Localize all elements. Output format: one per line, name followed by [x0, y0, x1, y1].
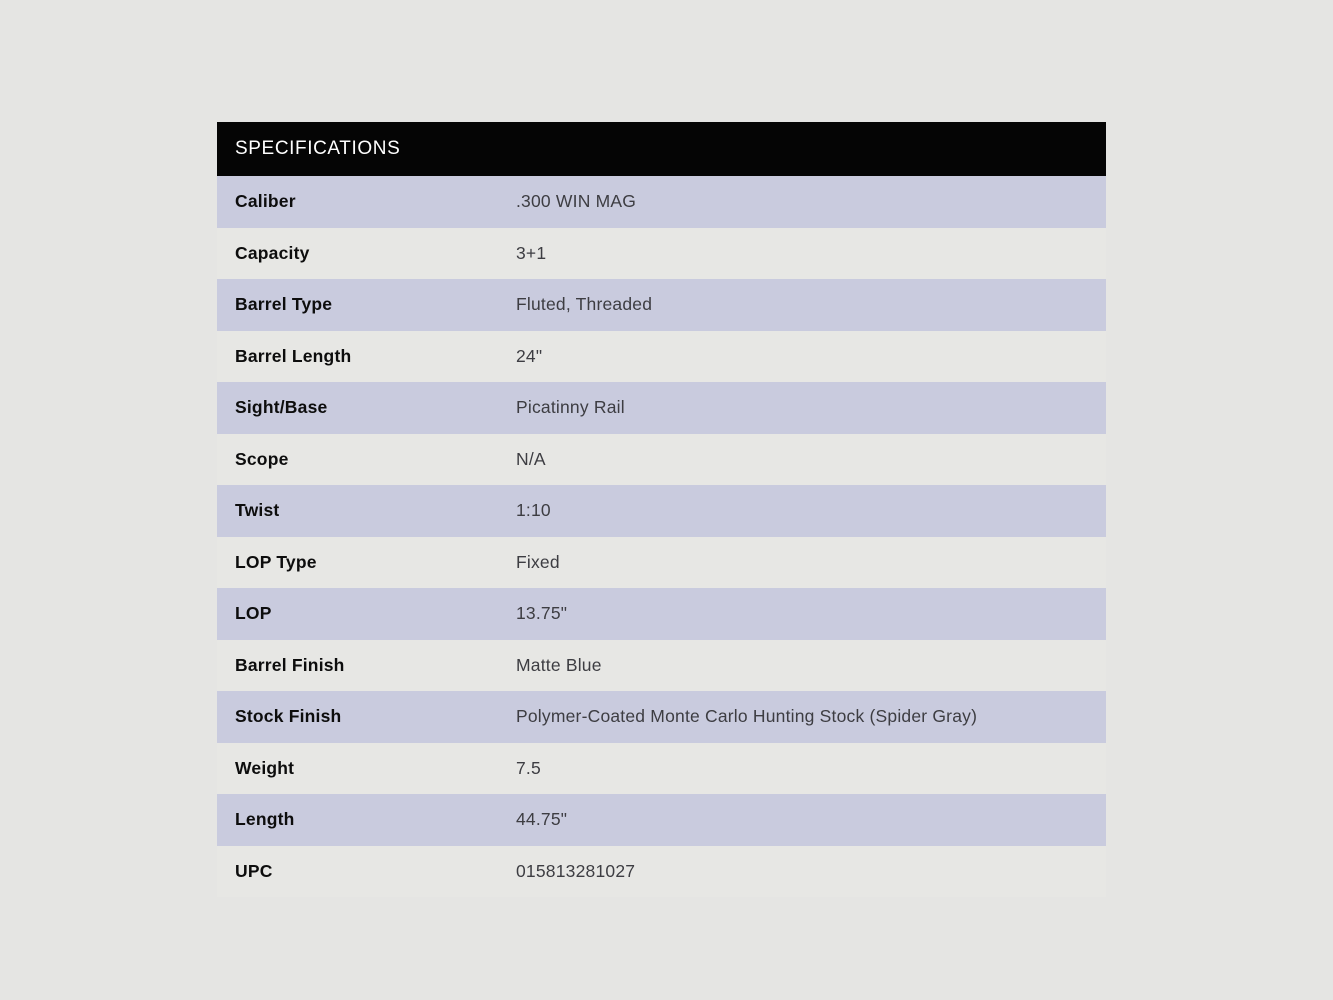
spec-row-weight [217, 743, 1106, 795]
spec-row-upc [217, 846, 1106, 898]
spec-value: 7.5 [516, 757, 541, 778]
spec-label: LOP [235, 603, 272, 624]
spec-row-length [217, 794, 1106, 846]
spec-label: Barrel Finish [235, 654, 345, 675]
spec-row-twist [217, 485, 1106, 537]
spec-value: Picatinny Rail [516, 397, 625, 418]
spec-row-capacity [217, 228, 1106, 280]
spec-label: Barrel Type [235, 294, 333, 315]
spec-value: 3+1 [516, 242, 547, 263]
spec-row-barrel-length [217, 331, 1106, 383]
spec-value: 24" [516, 345, 543, 366]
spec-label: Caliber [235, 191, 296, 212]
spec-label: Barrel Length [235, 345, 352, 366]
spec-table-header [217, 122, 1106, 176]
spec-label: LOP Type [235, 551, 317, 572]
spec-value: Matte Blue [516, 654, 602, 675]
spec-row-scope [217, 434, 1106, 486]
spec-row-barrel-finish [217, 640, 1106, 692]
spec-row-barrel-type [217, 279, 1106, 331]
spec-label: Length [235, 809, 295, 830]
spec-label: UPC [235, 860, 273, 881]
spec-label: Sight/Base [235, 397, 328, 418]
spec-value: .300 WIN MAG [516, 191, 637, 212]
spec-value: 44.75" [516, 809, 568, 830]
spec-row-lop [217, 588, 1106, 640]
spec-value: Fluted, Threaded [516, 294, 653, 315]
spec-row-caliber [217, 176, 1106, 228]
spec-label: Capacity [235, 242, 310, 263]
spec-value: 1:10 [516, 500, 551, 521]
spec-table-title: SPECIFICATIONS [235, 138, 401, 159]
spec-value: 015813281027 [516, 860, 636, 881]
spec-row-stock-finish [217, 691, 1106, 743]
spec-value: Polymer-Coated Monte Carlo Hunting Stock (Spider Gray) [516, 706, 978, 727]
spec-label: Scope [235, 448, 289, 469]
spec-row-lop-type [217, 537, 1106, 589]
spec-label: Weight [235, 757, 295, 778]
spec-value: 13.75" [516, 603, 568, 624]
specifications-table [217, 122, 1106, 897]
spec-label: Twist [235, 500, 280, 521]
spec-value: Fixed [516, 551, 560, 572]
spec-row-sight-base [217, 382, 1106, 434]
spec-value: N/A [516, 448, 546, 469]
spec-label: Stock Finish [235, 706, 342, 727]
